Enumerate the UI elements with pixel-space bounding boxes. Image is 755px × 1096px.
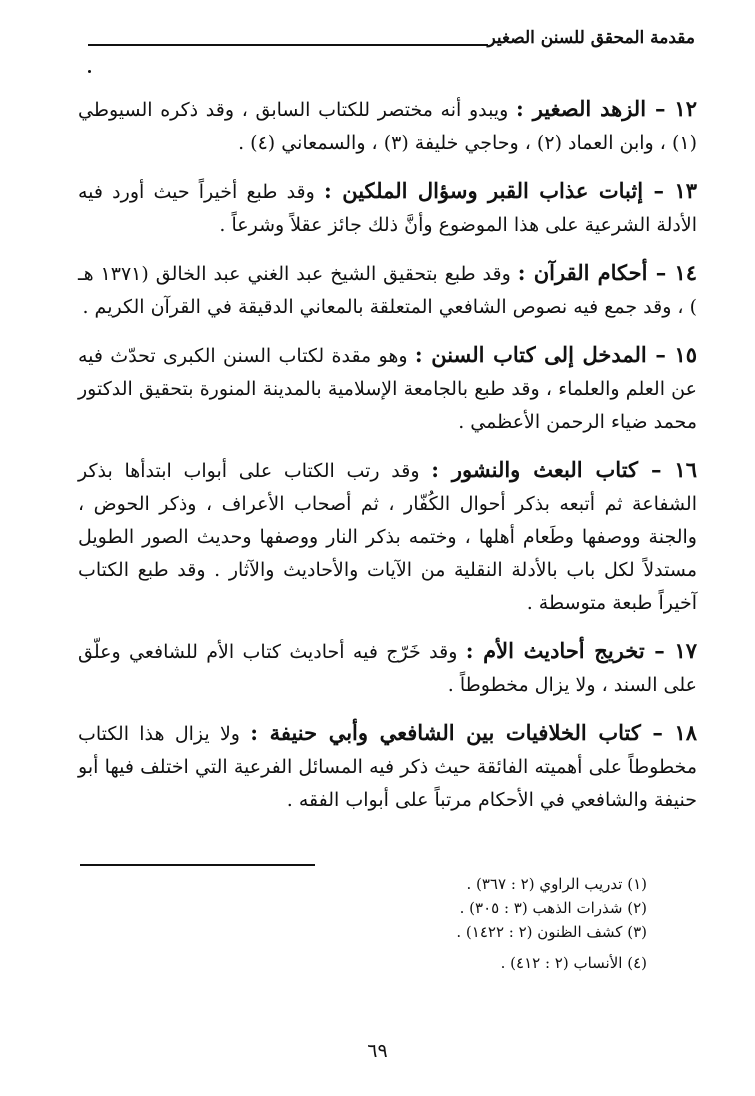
entry-text: وقد طبع أخيراً حيث أورد فيه الأدلة الشرعية على هذا الموضوع وأنَّ ذلك جائز عقلاً وشرعاً . [78, 181, 697, 236]
header-rule [88, 44, 488, 46]
footnote-4: (٤) الأنساب (٢ : ٤١٢) . [500, 954, 647, 972]
footnote-2: (٢) شذرات الذهب (٣ : ٣٠٥) . [459, 899, 647, 917]
body-text [78, 92, 697, 831]
entry-text: ولا يزال هذا الكتاب مخطوطاً على أهميته الفائقة حيث ذكر فيه المسائل الفرعية التي اختلف فيها أبو حنيفة والشافعي في الأحكام مرتباً على أبواب الفقه . [78, 723, 697, 811]
entry-title: ١٤ – أحكام القرآن : [517, 260, 697, 285]
footnote-1: (١) تدريب الراوي (٢ : ٣٦٧) . [466, 875, 647, 893]
entry-title: ١٣ – إثبات عذاب القبر وسؤال الملكين : [324, 178, 697, 203]
entry-title: ١٢ – الزهد الصغير : [516, 96, 697, 121]
page-number: ٦٩ [367, 1040, 388, 1062]
footnote-3: (٣) كشف الظنون (٢ : ١٤٢٢) . [456, 923, 647, 941]
entry-17 [78, 634, 697, 702]
entry-title: ١٨ – كتاب الخلافيات بين الشافعي وأبي حنيفة : [250, 720, 698, 745]
entry-title: ١٥ – المدخل إلى كتاب السنن : [414, 342, 697, 367]
entry-text: وقد رتب الكتاب على أبواب ابتدأها بذكر الشفاعة ثم أتبعه بذكر أحوال الكُفّار ، ثم أصحاب الأعراف ، وذكر الحوض ، والجنة ووصفها وطَعام أهلها ، وختمه بذكر النار ووصفها وحديث الصور الطويل مستدلاً لكل باب بالأدلة النقلية من الآيات والأحاديث والآثار . وقد طبع الكتاب آخيراً طبعة متوسطة . [78, 460, 697, 614]
entry-text: وهو مقدة لكتاب السنن الكبرى تحدّث فيه عن العلم والعلماء ، وقد طبع بالجامعة الإسلامية بالمدينة المنورة بتحقيق الدكتور محمد ضياء الرحمن الأعظمي . [78, 345, 697, 433]
entry-18 [78, 716, 697, 817]
entry-13 [78, 174, 697, 242]
footnotes-list [456, 872, 647, 975]
header-dot [88, 70, 91, 73]
entry-12 [78, 92, 697, 160]
footnote-rule [80, 864, 315, 866]
entry-16 [78, 453, 697, 620]
entry-text: ويبدو أنه مختصر للكتاب السابق ، وقد ذكره السيوطي (١) ، وابن العماد (٢) ، وحاجي خليفة (٣) ، والسمعاني (٤) . [78, 99, 697, 154]
entry-14 [78, 256, 697, 324]
running-header: مقدمة المحقق للسنن الصغير [487, 28, 695, 48]
entry-text: وقد طبع بتحقيق الشيخ عبد الغني عبد الخالق (١٣٧١ هـ ) ، وقد جمع فيه نصوص الشافعي المتعلقة بالمعاني الدقيقة في القرآن الكريم . [78, 263, 697, 318]
entry-title: ١٦ – كتاب البعث والنشور : [431, 457, 697, 482]
entry-15 [78, 338, 697, 439]
entry-text: وقد خَرّج فيه أحاديث كتاب الأم للشافعي وعلّق على السند ، ولا يزال مخطوطاً . [78, 641, 697, 696]
entry-title: ١٧ – تخريج أحاديث الأم : [465, 638, 697, 663]
